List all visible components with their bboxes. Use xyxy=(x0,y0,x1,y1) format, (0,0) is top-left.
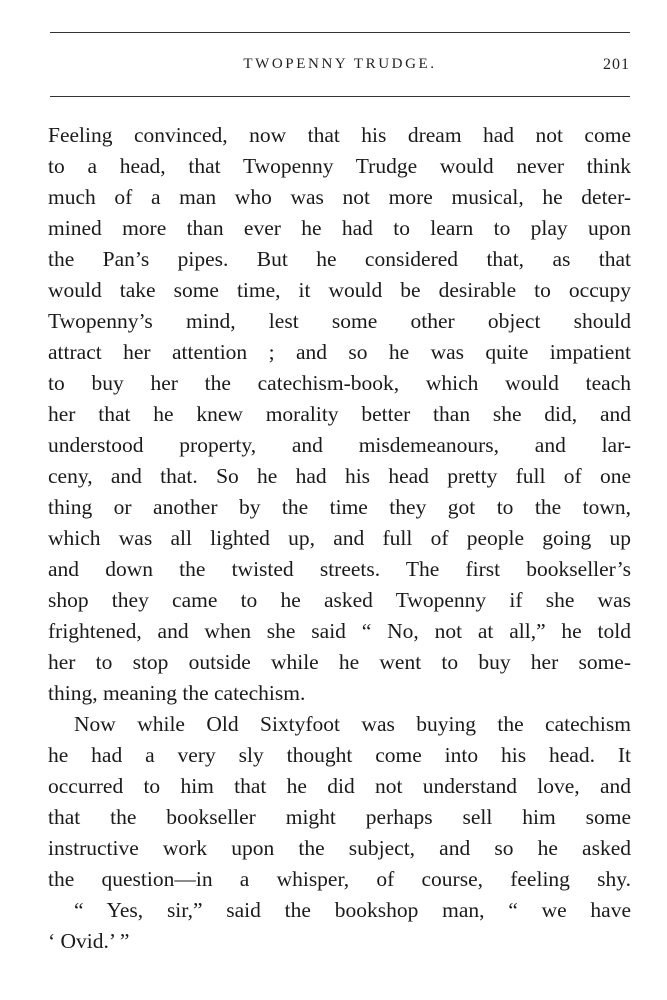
text-line: ‘ Ovid.’ ” xyxy=(48,929,130,953)
text-line: and down the twisted streets. The first bookseller’s xyxy=(48,557,631,581)
body-text xyxy=(48,120,631,957)
text-line: to a head, that Twopenny Trudge would never think xyxy=(48,154,631,178)
header-top-rule xyxy=(50,32,630,33)
text-line: attract her attention ; and so he was quite impatient xyxy=(48,340,631,364)
text-line: instructive work upon the subject, and so he asked xyxy=(48,836,631,860)
text-line: thing or another by the time they got to the town, xyxy=(48,495,631,519)
text-line: Now while Old Sixtyfoot was buying the catechism xyxy=(74,712,631,736)
text-line: ceny, and that. So he had his head pretty full of one xyxy=(48,464,631,488)
running-head xyxy=(50,56,630,80)
text-line: her to stop outside while he went to buy her some- xyxy=(48,650,631,674)
header-bottom-rule xyxy=(50,96,630,97)
text-line: the Pan’s pipes. But he considered that, as that xyxy=(48,247,631,271)
text-line: thing, meaning the catechism. xyxy=(48,681,306,705)
text-line: much of a man who was not more musical, he deter- xyxy=(48,185,631,209)
text-line: which was all lighted up, and full of people going up xyxy=(48,526,631,550)
running-title: TWOPENNY TRUDGE. xyxy=(243,56,437,72)
text-line: mined more than ever he had to learn to play upon xyxy=(48,216,631,240)
text-line: shop they came to he asked Twopenny if she was xyxy=(48,588,631,612)
text-line: her that he knew morality better than she did, and xyxy=(48,402,631,426)
text-line: frightened, and when she said “ No, not at all,” he told xyxy=(48,619,631,643)
text-line: understood property, and misdemeanours, and lar- xyxy=(48,433,631,457)
text-line: that the bookseller might perhaps sell him some xyxy=(48,805,631,829)
text-line: to buy her the catechism-book, which would teach xyxy=(48,371,631,395)
text-line: occurred to him that he did not understand love, and xyxy=(48,774,631,798)
text-line: Feeling convinced, now that his dream had not come xyxy=(48,123,631,147)
text-line: the question—in a whisper, of course, feeling shy. xyxy=(48,867,631,891)
text-line: “ Yes, sir,” said the bookshop man, “ we have xyxy=(74,898,631,922)
text-line: he had a very sly thought come into his head. It xyxy=(48,743,631,767)
text-line: Twopenny’s mind, lest some other object should xyxy=(48,309,631,333)
text-line: would take some time, it would be desirable to occupy xyxy=(48,278,631,302)
page-number: 201 xyxy=(603,56,630,73)
